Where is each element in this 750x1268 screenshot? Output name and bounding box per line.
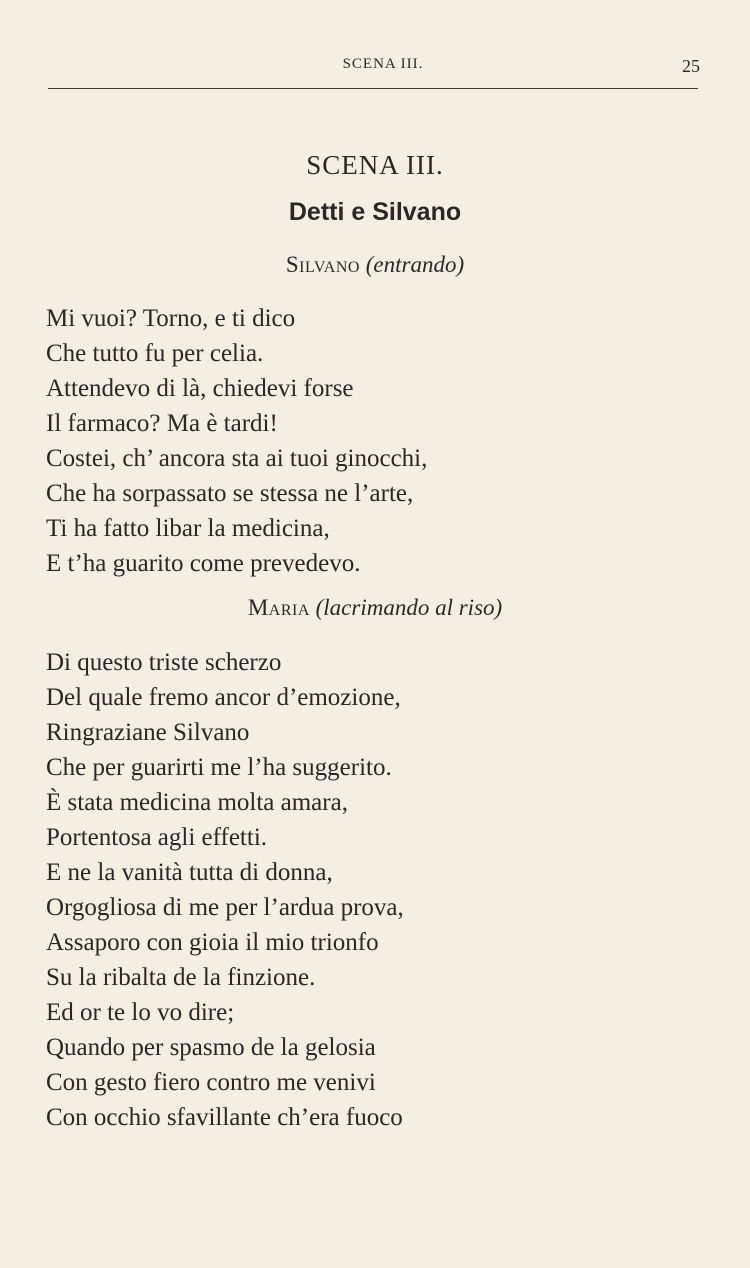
scene-title: SCENA III. <box>306 150 444 180</box>
stage-direction: (entrando) <box>365 252 465 277</box>
verse-line: Su la ribalta de la finzione. <box>46 964 316 991</box>
verse-line: E ne la vanità tutta di donna, <box>46 859 333 886</box>
verse-line: Con gesto fiero contro me venivi <box>46 1069 376 1096</box>
running-head <box>48 56 700 80</box>
header-rule <box>48 88 698 89</box>
verse-line: Ti ha fatto libar la medicina, <box>46 515 330 542</box>
verse-line: Di questo triste scherzo <box>46 649 282 676</box>
verse-line: Ringraziane Silvano <box>46 719 250 746</box>
verse-line: Che tutto fu per celia. <box>46 340 264 367</box>
speaker-name: Maria <box>247 595 310 620</box>
speaker-heading-silvano <box>0 252 750 278</box>
verse-line: Che per guarirti me l’ha suggerito. <box>46 754 392 781</box>
verse-line: Con occhio sfavillante ch’era fuoco <box>46 1104 403 1131</box>
verse-line: Il farmaco? Ma è tardi! <box>46 410 278 437</box>
running-title: SCENA III. <box>342 56 424 72</box>
verse-line: È stata medicina molta amara, <box>46 789 348 816</box>
verse-block-silvano <box>46 301 706 581</box>
scene-subtitle: Detti e Silvano <box>288 198 462 226</box>
speaker-name: Silvano <box>285 252 360 277</box>
verse-line: Che ha sorpassato se stessa ne l’arte, <box>46 480 414 507</box>
verse-line: Mi vuoi? Torno, e ti dico <box>46 305 296 332</box>
verse-line: Assaporo con gioia il mio trionfo <box>46 929 379 956</box>
verse-line: Del quale fremo ancor d’emozione, <box>46 684 401 711</box>
verse-line: Ed or te lo vo dire; <box>46 999 235 1026</box>
verse-line: Costei, ch’ ancora sta ai tuoi ginocchi, <box>46 445 428 472</box>
verse-line: Quando per spasmo de la gelosia <box>46 1034 376 1061</box>
verse-block-maria <box>46 645 706 1135</box>
verse-line: E t’ha guarito come prevedevo. <box>46 550 361 577</box>
verse-line: Orgogliosa di me per l’ardua prova, <box>46 894 404 921</box>
speaker-heading-maria <box>0 595 750 621</box>
verse-line: Attendevo di là, chiedevi forse <box>46 375 354 402</box>
page-number: 25 <box>682 56 700 76</box>
verse-line: Portentosa agli effetti. <box>46 824 268 851</box>
stage-direction: (lacrimando al riso) <box>315 595 503 620</box>
